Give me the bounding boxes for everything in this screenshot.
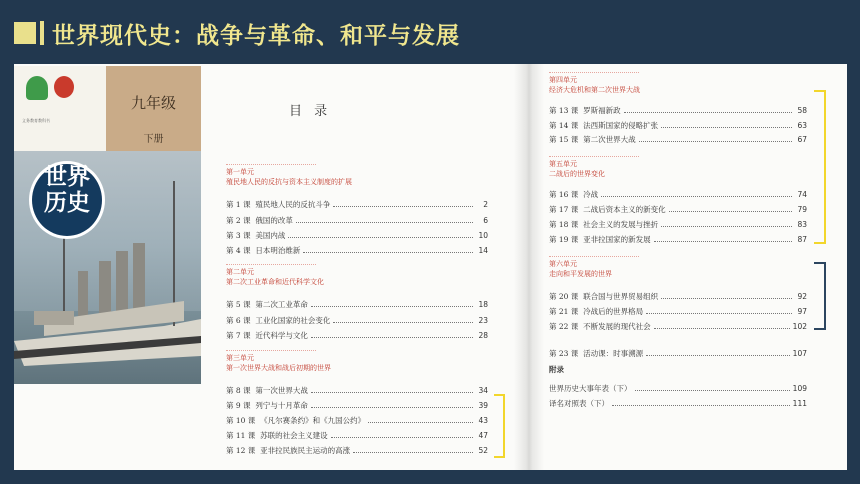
toc-row[interactable] <box>226 214 488 226</box>
toc-row[interactable] <box>226 399 488 411</box>
unit-label: 第五单元 <box>549 160 577 168</box>
unit-name: 殖民地人民的反抗与资本主义制度的扩展 <box>226 178 352 186</box>
highlight-bracket-navy <box>814 262 826 330</box>
lesson-title: 工业化国家的社会变化 <box>255 315 331 325</box>
toc-row[interactable] <box>549 305 807 317</box>
lesson-page: 102 <box>792 321 807 331</box>
toc-row[interactable] <box>549 233 807 245</box>
unit-divider <box>226 264 316 265</box>
unit-heading <box>549 72 640 95</box>
unit-divider <box>549 156 639 157</box>
toc-row[interactable] <box>549 133 807 145</box>
toc-row[interactable] <box>549 320 807 332</box>
lesson-title: 殖民地人民的反抗斗争 <box>255 199 331 209</box>
toc-row[interactable] <box>226 198 488 210</box>
lesson-number: 第 14 课 <box>549 120 579 130</box>
unit-heading <box>549 256 639 279</box>
unit-label: 第六单元 <box>549 260 577 268</box>
toc-row[interactable] <box>226 244 488 256</box>
lesson-page: 63 <box>797 120 807 130</box>
lesson-page: 47 <box>478 430 488 440</box>
publisher-logo-icon <box>26 76 48 100</box>
lesson-title: 冷战 <box>583 189 599 199</box>
lesson-title: 活动课：时事溯源 <box>583 348 644 358</box>
appendix-page: 111 <box>792 398 807 408</box>
toc-heading: 目 录 <box>289 104 332 119</box>
lesson-page: 23 <box>478 315 488 325</box>
seal-logo-icon <box>54 76 74 98</box>
lesson-number: 第 15 课 <box>549 134 579 144</box>
lesson-page: 107 <box>792 348 807 358</box>
unit-label: 第三单元 <box>226 354 254 362</box>
unit-divider <box>549 256 639 257</box>
toc-row[interactable] <box>226 384 488 396</box>
lesson-page: 52 <box>478 445 488 455</box>
appendix-row[interactable] <box>549 397 807 409</box>
unit-name: 第一次世界大战和战后初期的世界 <box>226 364 331 372</box>
unit-heading <box>226 350 331 373</box>
lesson-page: 97 <box>797 306 807 316</box>
toc-row[interactable] <box>549 188 807 200</box>
highlight-bracket-yellow <box>494 394 505 458</box>
toc-row[interactable] <box>549 104 807 116</box>
unit-name: 第二次工业革命和近代科学文化 <box>226 278 324 286</box>
toc-row[interactable] <box>226 414 488 426</box>
lesson-page: 34 <box>478 385 488 395</box>
lesson-number: 第 17 课 <box>549 204 579 214</box>
lesson-title: 近代科学与文化 <box>255 330 308 340</box>
lesson-page: 28 <box>478 330 488 340</box>
unit-divider <box>226 164 316 165</box>
lesson-title: 《凡尔赛条约》和《九国公约》 <box>260 415 366 425</box>
lesson-number: 第 6 课 <box>226 315 251 325</box>
title-bar-divider <box>40 21 44 45</box>
lesson-title: 冷战后的世界格局 <box>583 306 644 316</box>
book-cover <box>14 66 201 384</box>
highlight-bracket-yellow <box>814 90 826 244</box>
appendix-page: 109 <box>792 383 807 393</box>
lesson-number: 第 5 课 <box>226 299 251 309</box>
toc-row[interactable] <box>549 290 807 302</box>
lesson-title: 日本明治维新 <box>255 245 301 255</box>
toc-row[interactable] <box>549 203 807 215</box>
unit-divider <box>226 350 316 351</box>
lesson-title: 美国内战 <box>255 230 286 240</box>
appendix-row[interactable] <box>549 382 807 394</box>
cover-volume: 下册 <box>143 134 164 145</box>
lesson-title: 社会主义的发展与挫折 <box>583 219 659 229</box>
lesson-number: 第 23 课 <box>549 348 579 358</box>
lesson-title: 联合国与世界贸易组织 <box>583 291 659 301</box>
lesson-title: 罗斯福新政 <box>583 105 621 115</box>
lesson-number: 第 20 课 <box>549 291 579 301</box>
toc-row[interactable] <box>226 314 488 326</box>
lesson-title: 法西斯国家的侵略扩张 <box>583 120 659 130</box>
toc-row[interactable] <box>226 298 488 310</box>
lesson-page: 58 <box>797 105 807 115</box>
lesson-title: 亚非拉国家的新发展 <box>583 234 651 244</box>
unit-label: 第四单元 <box>549 76 577 84</box>
cover-title-line-2: 历史 <box>44 189 90 216</box>
lesson-number: 第 11 课 <box>226 430 256 440</box>
lesson-title: 第二次工业革命 <box>255 299 308 309</box>
lesson-number: 第 8 课 <box>226 385 251 395</box>
lesson-title: 亚非拉民族民主运动的高涨 <box>260 445 351 455</box>
lesson-title: 二战后资本主义的新变化 <box>583 204 666 214</box>
lesson-title: 苏联的社会主义建设 <box>260 430 328 440</box>
lesson-number: 第 16 课 <box>549 189 579 199</box>
lesson-page: 79 <box>797 204 807 214</box>
lesson-title: 第一次世界大战 <box>255 385 308 395</box>
toc-row[interactable] <box>226 429 488 441</box>
lesson-title: 俄国的改革 <box>255 215 293 225</box>
page-fold <box>514 64 544 470</box>
lesson-page: 39 <box>478 400 488 410</box>
unit-label: 第一单元 <box>226 168 254 176</box>
unit-name: 经济大危机和第二次世界大战 <box>549 86 640 94</box>
lesson-number: 第 1 课 <box>226 199 251 209</box>
lesson-number: 第 13 课 <box>549 105 579 115</box>
lesson-title: 第二次世界大战 <box>583 134 636 144</box>
lesson-page: 83 <box>797 219 807 229</box>
lesson-number: 第 9 课 <box>226 400 251 410</box>
cover-publisher-note: 义务教育教科书 <box>22 118 50 123</box>
unit-heading <box>226 164 352 187</box>
lesson-page: 43 <box>478 415 488 425</box>
textbook-spread <box>14 64 847 470</box>
unit-heading <box>549 156 639 179</box>
slide-title-bar <box>14 16 460 50</box>
lesson-page: 74 <box>797 189 807 199</box>
appendix-title: 译名对照表（下） <box>549 398 609 408</box>
cover-title-line-1: 世界 <box>44 163 90 190</box>
cover-book-title <box>36 164 98 216</box>
lesson-page: 14 <box>478 245 488 255</box>
appendix-title: 世界历史大事年表（下） <box>549 383 632 393</box>
lesson-number: 第 10 课 <box>226 415 256 425</box>
toc-row[interactable] <box>549 119 807 131</box>
lesson-number: 第 4 课 <box>226 245 251 255</box>
cover-grade: 九年级 <box>130 94 176 112</box>
unit-heading <box>226 264 324 287</box>
toc-row[interactable] <box>226 229 488 241</box>
toc-row[interactable] <box>226 444 488 456</box>
lesson-number: 第 3 课 <box>226 230 251 240</box>
lesson-page: 67 <box>797 134 807 144</box>
lesson-page: 10 <box>478 230 488 240</box>
lesson-number: 第 12 课 <box>226 445 256 455</box>
title-square-icon <box>14 22 36 44</box>
lesson-number: 第 21 课 <box>549 306 579 316</box>
unit-name: 二战后的世界变化 <box>549 170 605 178</box>
lesson-title: 不断发展的现代社会 <box>583 321 651 331</box>
appendix-heading: 附录 <box>549 365 564 374</box>
unit-divider <box>549 72 639 73</box>
unit-label: 第二单元 <box>226 268 254 276</box>
lesson-number: 第 19 课 <box>549 234 579 244</box>
lesson-page: 87 <box>797 234 807 244</box>
lesson-number: 第 18 课 <box>549 219 579 229</box>
lesson-number: 第 22 课 <box>549 321 579 331</box>
lesson-page: 2 <box>483 199 488 209</box>
lesson-number: 第 2 课 <box>226 215 251 225</box>
lesson-title: 列宁与十月革命 <box>255 400 308 410</box>
lesson-number: 第 7 课 <box>226 330 251 340</box>
toc-row[interactable] <box>226 329 488 341</box>
toc-row[interactable] <box>549 347 807 359</box>
slide-title: 世界现代史：战争与革命、和平与发展 <box>52 22 460 49</box>
lesson-page: 6 <box>483 215 488 225</box>
lesson-page: 18 <box>478 299 488 309</box>
toc-row[interactable] <box>549 218 807 230</box>
lesson-page: 92 <box>797 291 807 301</box>
unit-name: 走向和平发展的世界 <box>549 270 612 278</box>
